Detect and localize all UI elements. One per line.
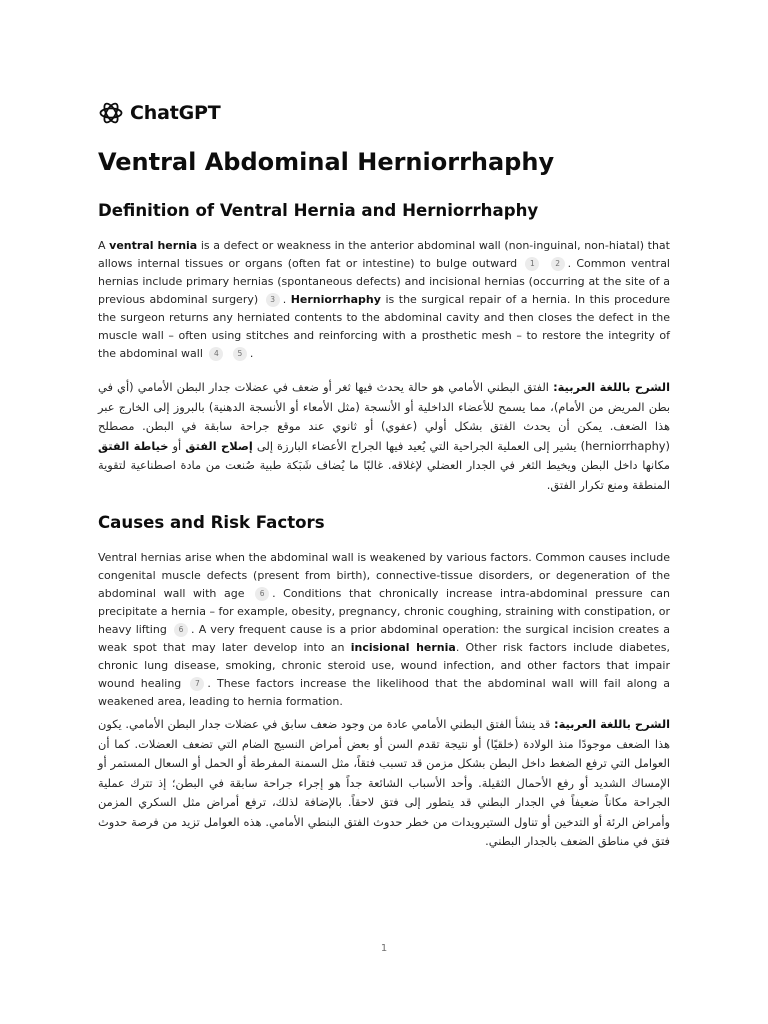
citation-badge[interactable]: 2 (551, 257, 565, 271)
text-run: . Other risk factors include diabetes, chronic lung disease, smoking, chronic steroid use, wound infection, and other factors that impair wound healing (98, 641, 670, 690)
citation-badge[interactable]: 6 (174, 623, 188, 637)
arabic-explanation-definition (98, 378, 670, 495)
text-run: قد ينشأ الفتق البطني الأمامي عادة من وجود ضعف سابق في عضلات جدار البطن الأمامي. يكون هذا الضعف موجودًا منذ الولادة (خلقيًا) أو نتيجة تقدم السن أو بعض أمراض النسيج الضام التي تضعف العضلات. كما أن العوامل التي ترفع الضغط داخل البطن بشكل مزمن قد تسبب فتقاً، مثل السمنة المفرطة أو الحمل أو السعال المستمر أو الإمساك الشديد أو رفع الأحمال الثقيلة. وأحد الأسباب الشائعة جداً هو إجراء جراحة سابقة في البطن؛ إذ تترك عملية الجراحة مكاناً ضعيفاً في الجدار البطني قد يتطور إلى فتق لاحقاً. بالإضافة لذلك، ترفع أمراض مثل السكري المزمن وأمراض الرئة أو التدخين أو تناول الستيرويدات من خطر حدوث الفتق البنطي الأمامي. هذه العوامل تزيد من فرصة حدوث فتق في مناطق الضعف بالجدار البطني. (98, 717, 670, 848)
document-title: Ventral Abdominal Herniorrhaphy (98, 148, 555, 176)
text-run: . Common ventral hernias include primary hernias (spontaneous defects) and incisional hernias (occurring at the site of a previous abdominal surgery) (98, 257, 670, 306)
citation-badge[interactable]: 3 (266, 293, 280, 307)
arabic-explanation-causes (98, 715, 670, 852)
text-run: . (282, 293, 291, 306)
citation-badge[interactable]: 1 (525, 257, 539, 271)
citation-badge[interactable]: 4 (209, 347, 223, 361)
bold-term: Herniorrhaphy (290, 293, 381, 306)
text-run: . A very frequent cause is a prior abdominal operation: the surgical incision creates a weak spot that may later develop into an (98, 623, 670, 654)
arabic-label: الشرح باللغة العربية: (554, 717, 670, 731)
bold-term: ventral hernia (109, 239, 198, 252)
text-run: أو (168, 438, 186, 453)
text-run: Ventral hernias arise when the abdominal wall is weakened by various factors. Common causes include congenital muscle defects (present from birth), connective-tissue disorders, or degeneration of the abdominal wall with age (98, 551, 670, 600)
text-run: . Conditions that chronically increase intra-abdominal pressure can precipitate a hernia – for example, obesity, pregnancy, chronic coughing, straining with constipation, or heavy lifting (98, 587, 671, 636)
citation-badge[interactable]: 5 (233, 347, 247, 361)
text-run: is a defect or weakness in the anterior abdominal wall (non-inguinal, non-hiatal) that allows internal tissues or organs (often fat or intestine) to bulge outward (98, 239, 670, 270)
bold-term: إصلاح الفتق (185, 438, 253, 453)
text-run: is the surgical repair of a hernia. In this procedure the surgeon returns any herniated contents to the abdominal cavity and then closes the defect in the muscle wall – often using stitches and reinforcing with a prosthetic mesh – to restore the integrity of the abdominal wall (98, 293, 670, 360)
text-run: الفتق البطني الأمامي هو حالة يحدث فيها ثغر أو ضعف في عضلات جدار البطن الأمامي (أي في بطن المريض من الأمام)، مما يسمح للأعضاء الداخلية أو الأنسجة (مثل الأمعاء أو الأنسجة الدهنية) بالبروز إلى الخارج عبر هذا الضعف. يمكن أن يحدث الفتق بشكل أولي (عفوي) أو ثانوي عند موقع جراحة سابقة في البطن. مصطلح (herniorrhaphy) يشير إلى العملية الجراحية التي يُعيد فيها الجراح الأعضاء البارزة إلى (98, 380, 670, 453)
causes-paragraph (98, 549, 670, 711)
brand-name: ChatGPT (130, 102, 221, 124)
bold-term: خياطة الفتق (98, 438, 169, 453)
openai-logo-icon (98, 100, 124, 126)
text-run: A (98, 239, 110, 252)
section-heading-definition: Definition of Ventral Hernia and Herniorrhaphy (98, 201, 539, 220)
brand-header (98, 100, 220, 126)
citation-badge[interactable]: 7 (190, 677, 204, 691)
text-run: . (249, 347, 254, 360)
text-run: . These factors increase the likelihood that the abdominal wall will fail along a weakened area, leading to hernia formation. (98, 677, 671, 708)
section-heading-causes: Causes and Risk Factors (98, 513, 325, 532)
bold-term: incisional hernia (350, 641, 456, 654)
definition-paragraph (98, 237, 670, 363)
arabic-label: الشرح باللغة العربية: (553, 380, 670, 394)
text-run: مكانها داخل البطن ويخيط الثغر في الجدار العضلي لإغلاقه. غالبًا ما يُضاف شَبَكة طبية صُنعت من مادة اصطناعية لتقوية المنطقة ومنع تكرار الفتق. (98, 458, 670, 492)
page-number: 1 (380, 943, 388, 954)
citation-badge[interactable]: 6 (255, 587, 269, 601)
